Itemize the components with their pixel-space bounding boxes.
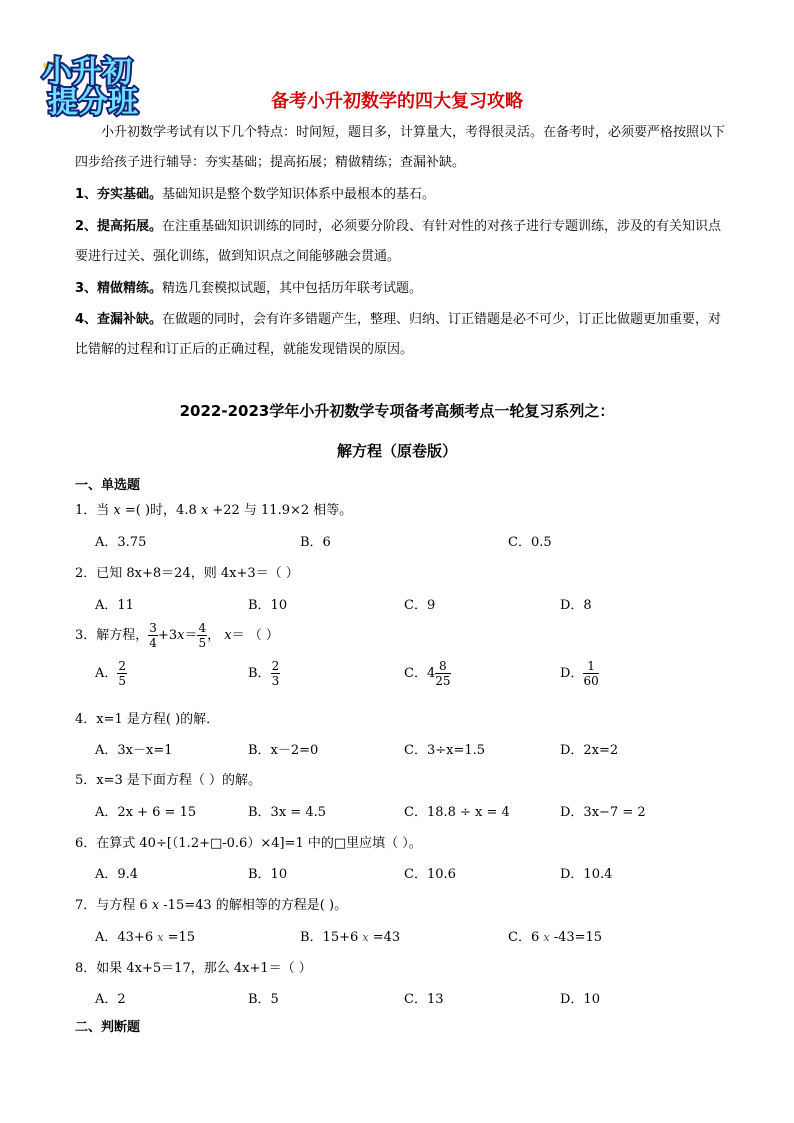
q5-option-d[interactable]: D．3x−7 = 2 (560, 805, 646, 820)
question-3: 3．解方程， $\frac{3}{4}$ +3x＝ $\frac{4}{5}$ ， x＝ （ ） (75, 621, 279, 650)
logo-line1: 小升初 (42, 55, 132, 90)
question-2: 2．已知 8x+8＝24，则 4x+3＝（ ） (75, 566, 299, 581)
point-3 (75, 274, 725, 304)
question-5: 5．x=3 是下面方程（ ）的解。 (75, 773, 262, 788)
q2-option-b[interactable]: B．10 (248, 598, 288, 613)
point-3-head: 3、精做精练。 (75, 281, 163, 296)
q1-option-a[interactable]: A．3.75 (95, 535, 147, 550)
question-6: 6．在算式 40÷[（1.2+□-0.6）×4]=1 中的□里应填（ ）。 (75, 836, 422, 851)
intro-paragraph: 小升初数学考试有以下几个特点：时间短，题目多，计算量大，考得很灵活。在备考时，必须要严格按照以下四步给孩子进行辅导：夯实基础；提高拓展；精做精练；查漏补缺。 (75, 125, 726, 170)
question-1: 1．当 x =( )时，4.8 x +22 与 11.9×2 相等。 (75, 503, 353, 518)
point-4-head: 4、查漏补缺。 (75, 312, 163, 327)
point-2 (75, 212, 725, 272)
q1-option-b[interactable]: B．6 (300, 535, 331, 550)
q4-option-a[interactable]: A．3x－x=1 (95, 743, 173, 758)
section-single-choice: 一、单选题 (75, 478, 141, 493)
q7-option-a[interactable]: A．43+6 x =15 (95, 930, 196, 945)
point-1-text: 基础知识是整个数学知识体系中最根本的基石。 (162, 187, 436, 202)
question-8: 8．如果 4x+5＝17，那么 4x+1＝（ ） (75, 961, 312, 976)
q5-option-a[interactable]: A．2x + 6 = 15 (95, 805, 197, 820)
q6-option-c[interactable]: C．10.6 (404, 867, 456, 882)
q2-option-a[interactable]: A．11 (95, 598, 134, 613)
q6-option-a[interactable]: A．9.4 (95, 867, 139, 882)
question-4: 4．x=1 是方程( )的解． (75, 712, 220, 727)
q4-option-d[interactable]: D．2x=2 (560, 743, 619, 758)
q3-option-d[interactable]: D． $\frac{1}{60}$ (560, 659, 599, 688)
q2-option-d[interactable]: D．8 (560, 598, 592, 613)
q8-option-a[interactable]: A．2 (95, 992, 126, 1007)
point-4 (75, 305, 725, 365)
intro-title: 备考小升初数学的四大复习攻略 (271, 91, 523, 112)
q4-option-c[interactable]: C．3÷x=1.5 (404, 743, 486, 758)
point-1 (75, 180, 725, 210)
q8-option-b[interactable]: B．5 (248, 992, 279, 1007)
section-true-false: 二、判断题 (75, 1020, 141, 1035)
q8-option-d[interactable]: D．10 (560, 992, 600, 1007)
q3-option-c[interactable]: C．4 $\frac{8}{25}$ (404, 659, 451, 688)
q2-option-c[interactable]: C．9 (404, 598, 436, 613)
q7-option-c[interactable]: C．6 x -43=15 (508, 930, 603, 945)
q1-option-c[interactable]: C．0.5 (508, 535, 552, 550)
q6-option-d[interactable]: D．10.4 (560, 867, 613, 882)
question-7: 7．与方程 6 x -15=43 的解相等的方程是( )。 (75, 898, 348, 913)
doc-title-line1: 2022-2023学年小升初数学专项备考高频考点一轮复习系列之： (179, 402, 615, 420)
point-2-text: 在注重基础知识训练的同时，必须要分阶段、有针对性的对孩子进行专题训练，涉及的有关知识点要进行过关、强化训练，做到知识点之间能够融会贯通。 (75, 219, 722, 264)
doc-title-line2: 解方程（原卷版） (336, 442, 457, 460)
q7-option-b[interactable]: B．15+6 x =43 (300, 930, 401, 945)
point-2-head: 2、提高拓展。 (75, 219, 163, 234)
q6-option-b[interactable]: B．10 (248, 867, 288, 882)
logo-line2: 提分班 (48, 85, 138, 118)
q5-option-c[interactable]: C．18.8 ÷ x = 4 (404, 805, 510, 820)
q8-option-c[interactable]: C．13 (404, 992, 444, 1007)
point-3-text: 精选几套模拟试题，其中包括历年联考试题。 (162, 281, 423, 296)
q3-option-a[interactable]: A． $\frac{2}{5}$ (95, 659, 127, 688)
q4-option-b[interactable]: B．x－2=0 (248, 743, 319, 758)
point-1-head: 1、夯实基础。 (75, 187, 163, 202)
q5-option-b[interactable]: B．3x = 4.5 (248, 805, 326, 820)
point-4-text: 在做题的同时，会有许多错题产生，整理、归纳、订正错题是必不可少，订正比做题更加重要，对比错解的过程和订正后的正确过程，就能发现错误的原因。 (75, 312, 722, 357)
q3-option-b[interactable]: B． $\frac{2}{3}$ (248, 659, 280, 688)
